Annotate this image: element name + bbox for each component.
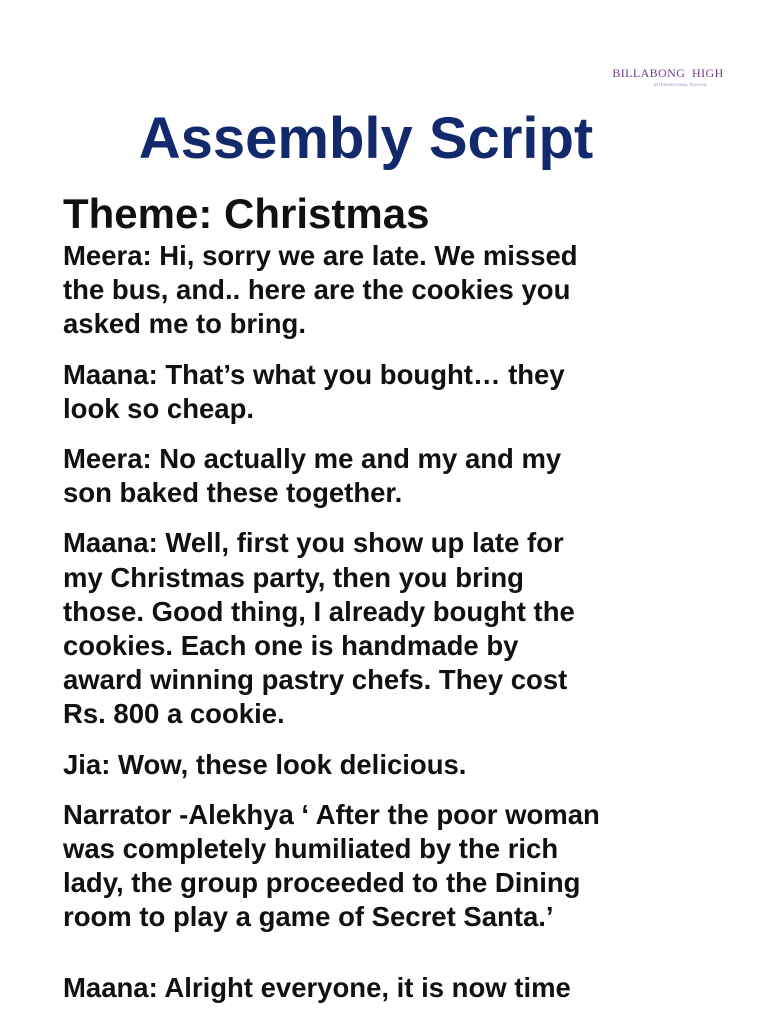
page-title: Assembly Script [138, 106, 594, 171]
script-paragraph: Maana: Alright everyone, it is now time [63, 971, 571, 1003]
script-paragraph: Maana: Well, first you show up late for my Christmas party, then you bring those. Good thing, I already bought the cookies. Each one is handmade by award winning pastry chefs. They cost Rs. 800 a cookie. [63, 527, 575, 730]
script-paragraph: Jia: Wow, these look delicious. [63, 748, 467, 780]
theme-heading: Theme: Christmas [63, 190, 430, 237]
school-logo [606, 66, 730, 87]
logo-name: BILLABONG HIGH [612, 66, 724, 80]
logo-subtitle: INTERNATIONAL SCHOOL [654, 82, 708, 87]
script-paragraph: Meera: No actually me and my and my son baked these together. [63, 443, 562, 509]
script-body [63, 239, 693, 1021]
script-paragraph: Meera: Hi, sorry we are late. We missed the bus, and.. here are the cookies you asked me to bring. [63, 240, 578, 340]
script-paragraph: Maana: That’s what you bought… they look so cheap. [63, 358, 565, 424]
script-paragraph: Narrator -Alekhya ‘ After the poor woman was completely humiliated by the rich lady, the group proceeded to the Dining room to play a game of Secret Santa.’ [63, 798, 600, 933]
